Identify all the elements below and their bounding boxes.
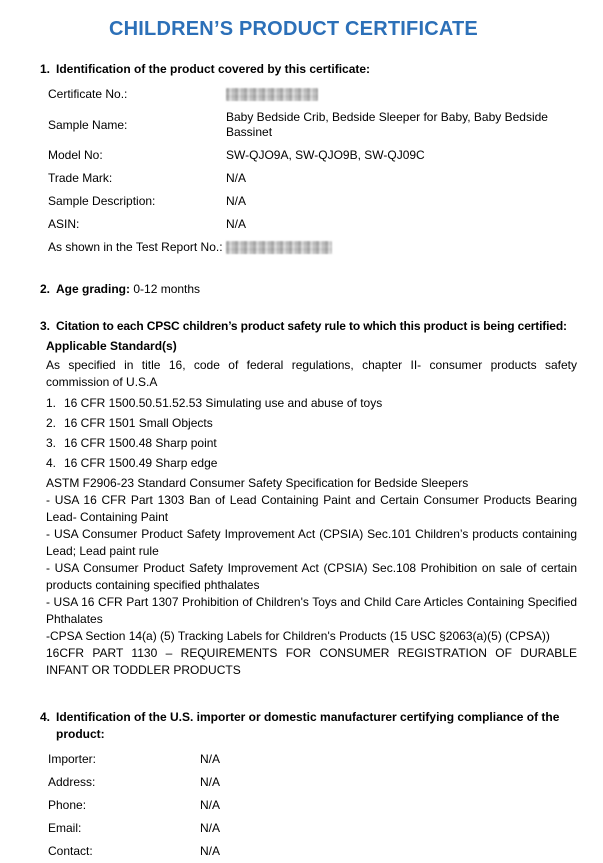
section-3-title: Citation to each CPSC children’s product safety rule to which this product is being certified: xyxy=(56,319,567,333)
field-row-address xyxy=(48,771,577,794)
section-4-title: Identification of the U.S. importer or domestic manufacturer certifying compliance of the product: xyxy=(56,710,560,741)
standard-item xyxy=(46,433,577,453)
field-value xyxy=(226,87,577,102)
field-value: N/A xyxy=(226,217,247,231)
standard-item-number: 3. xyxy=(46,435,57,450)
field-value xyxy=(226,240,577,255)
field-label: Email: xyxy=(48,821,82,835)
standard-paragraph: - USA Consumer Product Safety Improvement Act (CPSIA) Sec.101 Children’s products containing Lead; Lead paint rule xyxy=(46,527,577,558)
section-citations xyxy=(40,318,577,679)
section-4-number: 4. xyxy=(40,710,51,724)
numbered-standards-list xyxy=(46,393,577,473)
field-value: N/A xyxy=(226,171,247,185)
field-label: As shown in the Test Report No.: xyxy=(48,240,223,254)
field-label: Address: xyxy=(48,775,96,789)
standard-item xyxy=(46,453,577,473)
field-value: N/A xyxy=(200,821,221,835)
section-2-title xyxy=(56,281,577,298)
section-1-title: Identification of the product covered by this certificate: xyxy=(56,62,371,76)
citation-intro: As specified in title 16, code of federal regulations, chapter II- consumer products safety commission of U.S.A xyxy=(46,358,577,389)
field-value: N/A xyxy=(200,798,221,812)
applicable-standards-subheading: Applicable Standard(s) xyxy=(46,339,177,353)
section-product-identification xyxy=(40,61,577,259)
standard-paragraph: - USA 16 CFR Part 1307 Prohibition of Children's Toys and Child Care Articles Containing Specified Phthalates xyxy=(46,595,577,626)
field-label: Phone: xyxy=(48,798,87,812)
field-label: ASIN: xyxy=(48,217,80,231)
standard-item-text: 16 CFR 1500.48 Sharp point xyxy=(64,435,217,450)
standard-paragraph: - USA Consumer Product Safety Improvement Act (CPSIA) Sec.108 Prohibition on sale of certain products containing specified phthalates xyxy=(46,561,577,592)
redacted-certificate-number xyxy=(226,88,318,101)
standard-item-number: 1. xyxy=(46,395,57,410)
field-row-test-report-no xyxy=(48,236,577,259)
field-label: Trade Mark: xyxy=(48,171,113,185)
field-row-importer xyxy=(48,748,577,771)
standards-paragraphs xyxy=(46,475,577,679)
age-grading-value: 0-12 months xyxy=(133,282,201,296)
document-title: CHILDREN’S PRODUCT CERTIFICATE xyxy=(109,18,478,40)
section-2-number: 2. xyxy=(40,282,51,296)
field-label: Contact: xyxy=(48,844,93,858)
standard-item-number: 4. xyxy=(46,455,57,470)
field-row-sample-description xyxy=(48,190,577,213)
field-row-certificate-no xyxy=(48,83,577,106)
standard-item-text: 16 CFR 1501 Small Objects xyxy=(64,415,213,430)
standard-paragraph: 16CFR PART 1130 – REQUIREMENTS FOR CONSUMER REGISTRATION OF DURABLE INFANT OR TODDLER PRODUCTS xyxy=(46,646,577,677)
redacted-test-report-number xyxy=(226,241,332,254)
section-1-heading xyxy=(40,61,577,78)
section-3-number: 3. xyxy=(40,319,51,333)
field-row-model-no xyxy=(48,144,577,167)
field-row-contact xyxy=(48,840,577,863)
field-value: Baby Bedside Crib, Bedside Sleeper for Baby, Baby Bedside Bassinet xyxy=(226,110,548,139)
field-row-email xyxy=(48,817,577,840)
field-row-asin xyxy=(48,213,577,236)
standard-item xyxy=(46,393,577,413)
field-value: SW-QJO9A, SW-QJO9B, SW-QJ09C xyxy=(226,148,425,162)
standard-paragraph: ASTM F2906-23 Standard Consumer Safety Specification for Bedside Sleepers xyxy=(46,476,469,490)
field-value: N/A xyxy=(200,844,221,858)
field-value: N/A xyxy=(200,775,221,789)
field-label: Sample Name: xyxy=(48,117,128,132)
field-value: N/A xyxy=(200,752,221,766)
field-label: Certificate No.: xyxy=(48,87,128,101)
field-row-trade-mark xyxy=(48,167,577,190)
section-3-body xyxy=(46,338,577,679)
standard-item-text: 16 CFR 1500.50.51.52.53 Simulating use and abuse of toys xyxy=(64,395,383,410)
section-2-heading xyxy=(40,281,577,298)
section-4-heading xyxy=(40,709,577,743)
section-1-number: 1. xyxy=(40,62,51,76)
standard-paragraph: -CPSA Section 14(a) (5) Tracking Labels for Children's Products (15 USC §2063(a)(5) (CPSA)) xyxy=(46,629,550,643)
field-label: Sample Description: xyxy=(48,194,156,208)
section-1-fields xyxy=(40,83,577,259)
field-row-sample-name xyxy=(48,106,577,144)
standard-item-text: 16 CFR 1500.49 Sharp edge xyxy=(64,455,218,470)
section-3-heading xyxy=(40,318,577,335)
field-value: N/A xyxy=(226,194,247,208)
section-importer-identification xyxy=(40,709,577,863)
age-grading-label: Age grading: xyxy=(56,282,130,296)
field-label: Importer: xyxy=(48,752,97,766)
field-label: Model No: xyxy=(48,148,103,162)
standard-item-number: 2. xyxy=(46,415,57,430)
section-age-grading xyxy=(40,281,577,298)
standard-paragraph: - USA 16 CFR Part 1303 Ban of Lead Containing Paint and Certain Consumer Products Bearing Lead- Containing Paint xyxy=(46,493,577,524)
standard-item xyxy=(46,413,577,433)
